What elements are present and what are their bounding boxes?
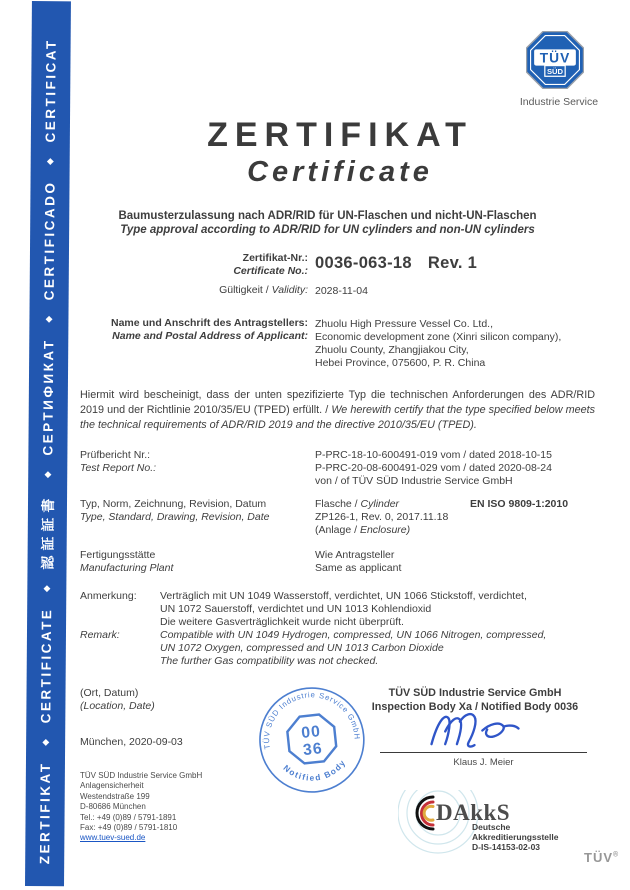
page-title-english: Certificate: [247, 156, 433, 188]
band-word: ZERTIFIKAT: [37, 761, 53, 865]
band-word: CERTIFICADO: [41, 180, 58, 301]
address-line: Zhuolu High Pressure Vessel Co. Ltd.,: [315, 318, 494, 330]
remark-label-en: Remark:: [80, 629, 120, 641]
test-report-line: P-PRC-20-08-600491-029 vom / dated 2020-08-24: [315, 462, 552, 474]
footer-address: TÜV SÜD Industrie Service GmbH Anlagensicherheit Westendstraße 199 D-80686 München Tel.: +49 (0)89 / 5791-1891 Fax: +49 (0)89 / 5791-1810 www.tuev-sued.de: [80, 771, 203, 843]
diamond-icon: ◆: [41, 585, 52, 593]
address-line: Hebei Province, 075600, P. R. China: [315, 357, 486, 369]
logo-sud-text: SÜD: [546, 67, 564, 77]
test-report-line: von / of TÜV SÜD Industrie Service GmbH: [315, 475, 513, 487]
validity-value: 2028-11-04: [315, 285, 368, 297]
test-report-line: P-PRC-18-10-600491-019 vom / dated 2018-10-15: [315, 449, 552, 461]
location-date-label: (Ort, Datum) (Location, Date): [80, 687, 155, 712]
subtitle: [55, 210, 600, 237]
revision-value: Rev. 1: [427, 254, 478, 272]
dakks-name: DAkkS: [436, 800, 511, 825]
address-line: Economic development zone (Xinri silicon company),: [315, 331, 562, 343]
diamond-icon: ◆: [42, 471, 53, 479]
stamp-ring-text-bottom: Notified Body: [281, 757, 348, 783]
stamp-code-bottom: 36: [302, 740, 324, 760]
diamond-icon: ◆: [40, 738, 51, 746]
validity-label: Gültigkeit / Validity:: [219, 284, 308, 296]
subtitle-german: Baumusterzulassung nach ADR/RID für UN-Flaschen und nicht-UN-Flaschen: [118, 210, 537, 222]
drawing-value: ZP126-1, Rev. 0, 2017.11.18: [315, 511, 449, 523]
signature-rule: [380, 752, 587, 753]
test-report-values: [315, 449, 552, 488]
diamond-icon: ◆: [44, 158, 55, 166]
band-word: CERTIFICATE: [38, 607, 55, 724]
svg-text:Notified Body: [281, 756, 350, 786]
band-word: СЕРТИФИКАТ: [40, 338, 57, 456]
website-link[interactable]: www.tuev-sued.de: [80, 833, 146, 843]
plant-label: Fertigungsstätte Manufacturing Plant: [80, 549, 174, 574]
page-title-german: ZERTIFIKAT: [207, 116, 473, 154]
remark-label-de: Anmerkung:: [80, 590, 137, 602]
stamp-code-top: 00: [300, 722, 322, 742]
dakks-text: Deutsche Akkreditierungsstelle D-IS-14153-02-03: [472, 822, 559, 852]
remark-text-de: Verträglich mit UN 1049 Wasserstoff, verdichtet, UN 1066 Stickstoff, verdichtet, UN 1072 Sauerstoff, verdichtet und UN 1013 Kohlendioxid Die weitere Gasverträglichkeit wurde nicht überprüft.: [160, 590, 527, 628]
logo-tuv-text: TÜV: [539, 50, 571, 66]
certificate-language-band: [25, 1, 71, 886]
band-word: 認証証書: [38, 493, 56, 570]
subtitle-english: Type approval according to ADR/RID for UN cylinders and non-UN cylinders: [120, 223, 535, 236]
type-label: Typ, Norm, Zeichnung, Revision, Datum Type, Standard, Drawing, Revision, Date: [80, 498, 270, 523]
remark-text-en: Compatible with UN 1049 Hydrogen, compressed, UN 1066 Nitrogen, compressed, UN 1072 Oxygen, compressed and UN 1013 Carbon Dioxide The further Gas compatibility was not checked.: [160, 629, 547, 667]
type-values: Flasche / Cylinder ZP126-1, Rev. 0, 2017.11.18 (Anlage / Enclosure): [315, 498, 449, 536]
signature: [412, 707, 537, 750]
tuv-registered-mark: TÜV®: [584, 850, 620, 865]
inspection-body-heading: TÜV SÜD Industrie Service GmbH Inspection Body Xa / Notified Body 0036: [371, 687, 579, 713]
plant-values: Wie Antragsteller Same as applicant: [315, 549, 402, 574]
applicant-label: Name und Anschrift des Antragstellers: Name and Postal Address of Applicant:: [110, 317, 308, 342]
diamond-icon: ◆: [43, 315, 54, 323]
test-report-label: Prüfbericht Nr.: Test Report No.:: [80, 449, 157, 474]
tuv-sud-logo-icon: [526, 31, 584, 89]
stamp-ring-text-top: TÜV SÜD Industrie Service GmbH: [262, 690, 362, 750]
cert-no-value: 0036-063-18 Rev. 1: [315, 254, 478, 272]
address-line: Zhuolu County, Zhangjiakou City,: [315, 344, 469, 356]
standard-value: EN ISO 9809-1:2010: [470, 498, 569, 510]
signer-name: Klaus J. Meier: [453, 757, 514, 768]
band-word: CERTIFICAT: [42, 38, 59, 143]
cert-no-label: Zertifikat-Nr.: Certificate No.:: [233, 252, 308, 277]
approval-statement: Hiermit wird bescheinigt, dass der unten spezifizierte Typ die technischen Anforderungen des ADR/RID 2019 und der Richtlinie 2010/35/EU (TPED) erfüllt. / We herewith certify that the type specified below meets the technical requirements of ADR/RID 2019 and the directive 2010/35/EU (TPED).: [80, 389, 596, 431]
logo-caption: Industrie Service: [519, 96, 599, 108]
applicant-address: [315, 318, 561, 370]
issue-location-date: München, 2020-09-03: [80, 736, 183, 748]
